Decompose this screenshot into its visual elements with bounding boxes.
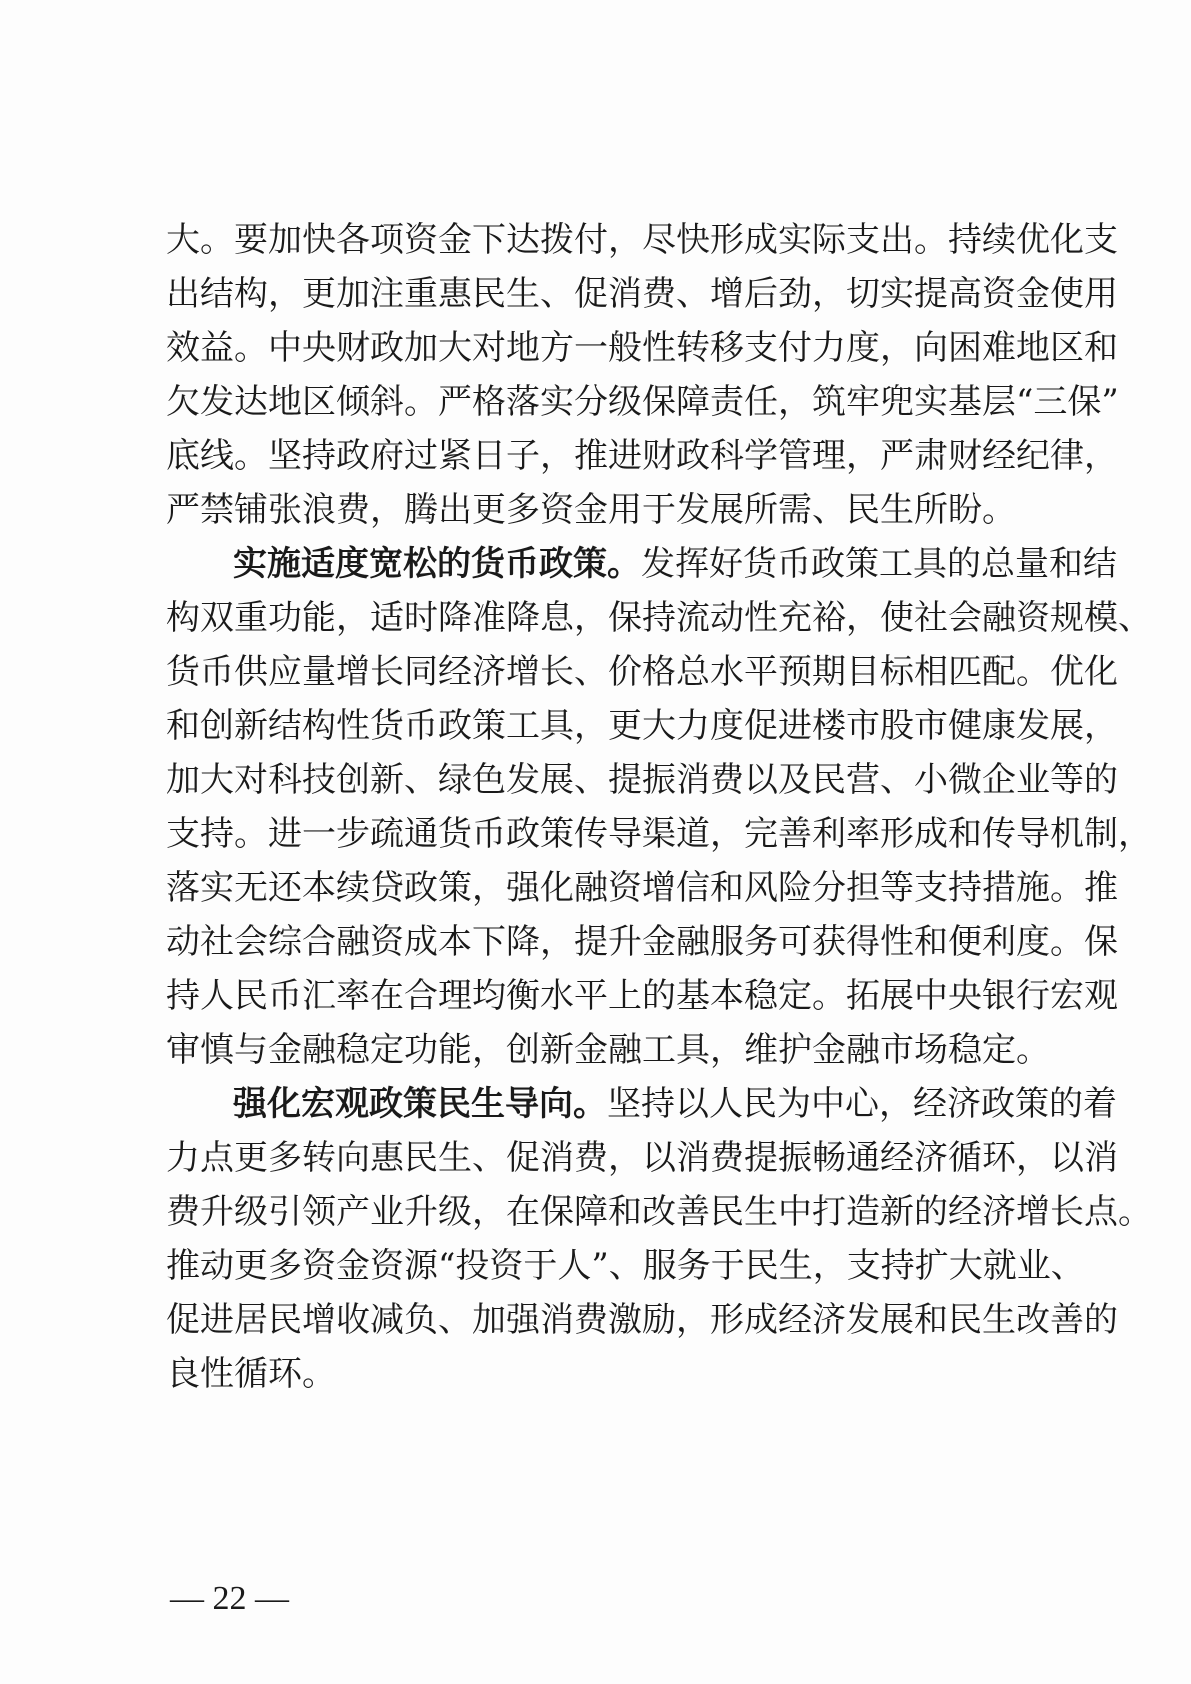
paragraph-2-line-8: 动社会综合融资成本下降，提升金融服务可获得性和便利度。保	[166, 922, 1118, 962]
paragraph-2-line-9: 持人民币汇率在合理均衡水平上的基本稳定。拓展中央银行宏观	[166, 976, 1118, 1016]
paragraph-3-line-3: 费升级引领产业升级，在保障和改善民生中打造新的经济增长点。	[166, 1192, 1152, 1232]
paragraph-1-line-3: 效益。中央财政加大对地方一般性转移支付力度，向困难地区和	[166, 328, 1118, 368]
paragraph-1-line-5: 底线。坚持政府过紧日子，推进财政科学管理，严肃财经纪律，	[166, 436, 1118, 476]
paragraph-3-heading: 强化宏观政策民生导向。	[233, 1084, 607, 1124]
paragraph-2-heading: 实施适度宽松的货币政策。	[233, 544, 641, 584]
paragraph-1-line-2: 出结构，更加注重惠民生、促消费、增后劲，切实提高资金使用	[166, 274, 1118, 314]
paragraph-2-first-line-text: 发挥好货币政策工具的总量和结	[641, 544, 1117, 584]
paragraph-3-line-2: 力点更多转向惠民生、促消费，以消费提振畅通经济循环，以消	[166, 1138, 1118, 1178]
paragraph-2-line-5: 加大对科技创新、绿色发展、提振消费以及民营、小微企业等的	[166, 760, 1118, 800]
paragraph-2-line-3: 货币供应量增长同经济增长、价格总水平预期目标相匹配。优化	[166, 652, 1118, 692]
page-number: — 22 —	[170, 1580, 289, 1617]
paragraph-3-line-6: 良性循环。	[166, 1354, 336, 1394]
paragraph-3-line-4: 推动更多资金资源“投资于人”、服务于民生，支持扩大就业、	[166, 1246, 1085, 1286]
paragraph-1-line-4: 欠发达地区倾斜。严格落实分级保障责任，筑牢兜实基层“三保”	[166, 382, 1119, 422]
paragraph-2-line-4: 和创新结构性货币政策工具，更大力度促进楼市股市健康发展，	[166, 706, 1118, 746]
paragraph-3-first-line-text: 坚持以人民为中心，经济政策的着	[607, 1084, 1117, 1124]
paragraph-3-first-line	[233, 1082, 1117, 1126]
paragraph-1-line-6: 严禁铺张浪费，腾出更多资金用于发展所需、民生所盼。	[166, 490, 1016, 530]
paragraph-2-line-2: 构双重功能，适时降准降息，保持流动性充裕，使社会融资规模、	[166, 598, 1152, 638]
paragraph-1-line-1: 大。要加快各项资金下达拨付，尽快形成实际支出。持续优化支	[166, 220, 1118, 260]
paragraph-2-line-10: 审慎与金融稳定功能，创新金融工具，维护金融市场稳定。	[166, 1030, 1050, 1070]
paragraph-2-first-line	[233, 542, 1117, 586]
paragraph-2-line-7: 落实无还本续贷政策，强化融资增信和风险分担等支持措施。推	[166, 868, 1118, 908]
paragraph-2-line-6: 支持。进一步疏通货币政策传导渠道，完善利率形成和传导机制，	[166, 814, 1152, 854]
paragraph-3-line-5: 促进居民增收减负、加强消费激励，形成经济发展和民生改善的	[166, 1300, 1118, 1340]
